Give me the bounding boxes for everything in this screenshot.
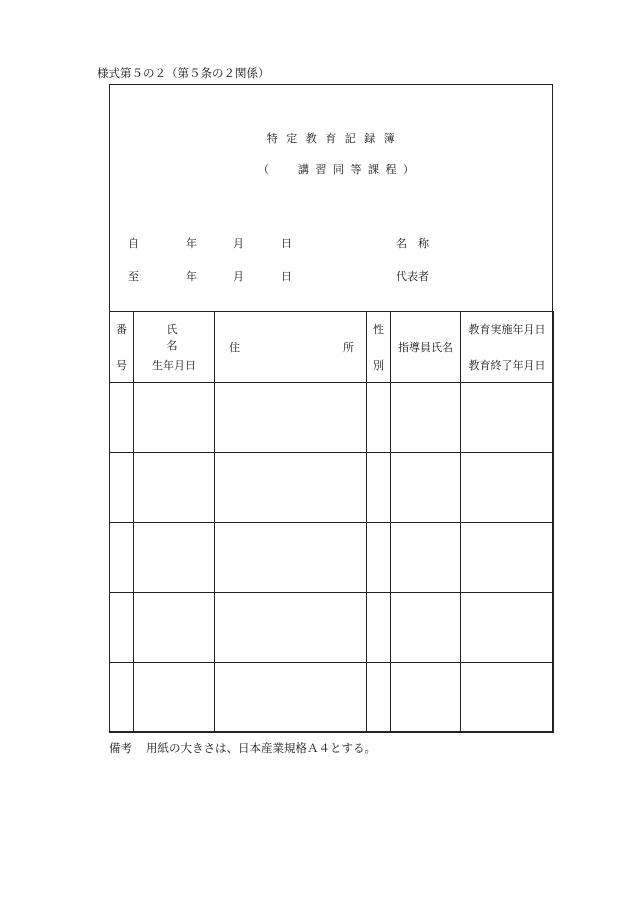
cell-number[interactable] <box>110 383 134 453</box>
cell-instructor[interactable] <box>391 593 461 663</box>
cell-address[interactable] <box>215 523 367 593</box>
from-label: 自 <box>128 237 139 250</box>
cell-number[interactable] <box>110 523 134 593</box>
from-year-label: 年 <box>186 237 197 250</box>
header-address <box>215 312 367 383</box>
remarks-text: 用紙の大きさは、日本産業規格Ａ４とする。 <box>146 741 376 755</box>
remarks-note <box>109 740 376 756</box>
header-address-right: 所 <box>343 341 354 354</box>
cell-instructor[interactable] <box>391 453 461 523</box>
to-year-label: 年 <box>186 270 197 283</box>
cell-name[interactable] <box>134 593 215 663</box>
records-table <box>109 311 554 733</box>
header-number <box>110 312 134 383</box>
remarks-label: 備考 <box>109 741 132 755</box>
cell-instructor[interactable] <box>391 383 461 453</box>
document-title: 特定教育記録簿 <box>266 132 404 145</box>
cell-number[interactable] <box>110 593 134 663</box>
header-dates <box>461 312 554 383</box>
cell-address[interactable] <box>215 383 367 453</box>
header-name-top: 氏 名 <box>166 323 225 352</box>
cell-dates[interactable] <box>461 453 554 523</box>
cell-dates[interactable] <box>461 593 554 663</box>
cell-dates[interactable] <box>461 383 554 453</box>
table-row <box>110 663 554 733</box>
cell-name[interactable] <box>134 383 215 453</box>
from-month-label: 月 <box>233 237 244 250</box>
header-sex-top: 性 <box>373 323 384 336</box>
header-date-start: 教育実施年月日 <box>468 323 546 336</box>
document-subtitle <box>258 161 414 177</box>
cell-name[interactable] <box>134 663 215 733</box>
cell-sex[interactable] <box>367 593 391 663</box>
header-address-left: 住 <box>229 341 240 354</box>
to-label: 至 <box>128 270 139 283</box>
cell-dates[interactable] <box>461 663 554 733</box>
header-sex-bottom: 別 <box>373 359 384 372</box>
header-instructor: 指導員氏名 <box>391 312 461 383</box>
header-name <box>134 312 225 383</box>
table-header-row <box>110 312 554 383</box>
subtitle-open-paren: （ <box>258 163 269 176</box>
to-day-label: 日 <box>281 270 292 283</box>
cell-dates[interactable] <box>461 523 554 593</box>
from-day-label: 日 <box>281 237 292 250</box>
cell-number[interactable] <box>110 453 134 523</box>
cell-address[interactable] <box>215 663 367 733</box>
header-number-bottom: 号 <box>116 359 127 372</box>
cell-instructor[interactable] <box>391 523 461 593</box>
table-row <box>110 383 554 453</box>
organization-name-label: 名 称 <box>396 237 429 250</box>
cell-address[interactable] <box>215 593 367 663</box>
representative-label: 代表者 <box>396 270 429 283</box>
subtitle-close-paren: ） <box>403 163 414 176</box>
header-sex <box>367 312 391 383</box>
header-birthdate: 生年月日 <box>152 359 196 372</box>
cell-name[interactable] <box>134 453 215 523</box>
table-row <box>110 593 554 663</box>
header-number-top: 番 <box>116 323 127 336</box>
subtitle-course: 講習同等課程 <box>298 163 403 176</box>
cell-sex[interactable] <box>367 523 391 593</box>
cell-name[interactable] <box>134 523 215 593</box>
to-month-label: 月 <box>233 270 244 283</box>
cell-sex[interactable] <box>367 453 391 523</box>
header-date-end: 教育終了年月日 <box>468 359 546 372</box>
cell-sex[interactable] <box>367 663 391 733</box>
table-row <box>110 523 554 593</box>
form-number-label: 様式第５の２（第５条の２関係） <box>97 66 270 80</box>
record-book-frame <box>109 84 553 732</box>
cell-sex[interactable] <box>367 383 391 453</box>
cell-number[interactable] <box>110 663 134 733</box>
table-row <box>110 453 554 523</box>
cell-instructor[interactable] <box>391 663 461 733</box>
cell-address[interactable] <box>215 453 367 523</box>
